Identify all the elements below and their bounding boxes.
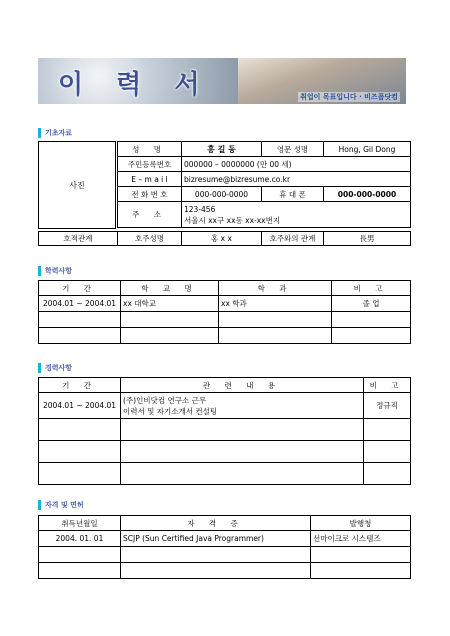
section-basic-label: 기초자료 [45, 129, 73, 137]
edu-note [332, 328, 411, 344]
banner-subtitle: 취업이 목표입니다 · 비즈폼닷컴 [300, 93, 398, 101]
address-line2: 서울시 xx구 xx동 xx-xx번지 [184, 215, 281, 225]
career-table [38, 377, 411, 485]
career-content-line1: (주)인비닷컴 연구소 근무 [123, 395, 207, 405]
basic-info-table [117, 141, 411, 228]
career-header-note: 비 고 [364, 378, 411, 393]
section-basic-heading [38, 128, 72, 138]
address-label: 주 소 [118, 202, 182, 228]
edu-major [219, 328, 332, 344]
career-period [39, 441, 121, 463]
table-row [39, 419, 411, 441]
table-row [39, 393, 411, 419]
section-bar-icon [38, 266, 41, 276]
page-title: 이 력 서 [58, 70, 212, 100]
name-label: 성 명 [118, 142, 182, 157]
name-value: 홍 길 동 [182, 142, 262, 157]
address-value [182, 202, 411, 228]
edu-period [39, 328, 121, 344]
edu-major [219, 312, 332, 328]
section-bar-icon [38, 128, 41, 138]
license-header-date: 취득년월일 [39, 516, 121, 531]
section-career-heading [38, 363, 72, 373]
relation-label: 호주와의 관계 [262, 232, 324, 246]
family-label: 호적관계 [39, 232, 118, 246]
license-name [121, 563, 311, 579]
edu-header-major: 학 과 [219, 281, 332, 296]
section-career-label: 경력사항 [45, 364, 73, 372]
edu-header-school: 학 교 명 [121, 281, 219, 296]
license-issuer [311, 547, 411, 563]
career-content [121, 463, 364, 485]
license-issuer: 선마이크로 시스템즈 [311, 531, 411, 547]
family-table [38, 231, 411, 246]
eng-name-value: Hong, Gil Dong [324, 142, 411, 157]
address-line1: 123-456 [184, 204, 216, 214]
table-row [39, 296, 411, 312]
relation-value: 長男 [324, 232, 411, 246]
section-education-label: 학력사항 [45, 267, 73, 275]
career-content [121, 441, 364, 463]
table-row [39, 328, 411, 344]
section-license-heading [38, 500, 84, 510]
career-period [39, 419, 121, 441]
edu-school [121, 312, 219, 328]
phone-label: 전 화 번 호 [118, 187, 182, 202]
family-head-value: 홍 x x [182, 232, 262, 246]
rrn-label: 주민등록번호 [118, 157, 182, 172]
table-row [39, 463, 411, 485]
career-header-period: 기 간 [39, 378, 121, 393]
section-bar-icon [38, 363, 41, 373]
section-bar-icon [38, 500, 41, 510]
license-date [39, 547, 121, 563]
mobile-value: 000-000-0000 [324, 187, 411, 202]
email-value: bizresume@bizresume.co.kr [182, 172, 411, 187]
license-table [38, 515, 411, 579]
edu-period [39, 312, 121, 328]
edu-school: xx 대학교 [121, 296, 219, 312]
table-row [39, 312, 411, 328]
table-row [39, 563, 411, 579]
license-name: SCJP (Sun Certified Java Programmer) [121, 531, 311, 547]
career-note [364, 441, 411, 463]
education-table [38, 280, 411, 344]
license-header-issuer: 발행청 [311, 516, 411, 531]
career-content [121, 419, 364, 441]
career-note [364, 419, 411, 441]
table-row [39, 441, 411, 463]
edu-major: xx 학과 [219, 296, 332, 312]
family-head-label: 호주성명 [118, 232, 182, 246]
career-note [364, 463, 411, 485]
career-period: 2004.01 ~ 2004.01 [39, 393, 121, 419]
license-issuer [311, 563, 411, 579]
license-header-name: 자 격 증 [121, 516, 311, 531]
career-content-line2: 이력서 및 자기소개서 컨설팅 [123, 406, 218, 416]
edu-period: 2004.01 ~ 2004.01 [39, 296, 121, 312]
email-label: E – m a i l [118, 172, 182, 187]
edu-note [332, 312, 411, 328]
edu-header-period: 기 간 [39, 281, 121, 296]
license-name [121, 547, 311, 563]
career-period [39, 463, 121, 485]
edu-school [121, 328, 219, 344]
section-education-heading [38, 266, 72, 276]
rrn-value: 000000 – 0000000 (만 00 세) [182, 157, 411, 172]
section-license-label: 자격 및 면허 [45, 501, 84, 509]
license-date [39, 563, 121, 579]
career-header-content: 관 련 내 용 [121, 378, 364, 393]
edu-note: 졸 업 [332, 296, 411, 312]
photo-placeholder [38, 141, 116, 229]
header-banner [38, 58, 406, 104]
eng-name-label: 영문 성명 [262, 142, 324, 157]
mobile-label: 휴 대 폰 [262, 187, 324, 202]
license-date: 2004. 01. 01 [39, 531, 121, 547]
table-row [39, 531, 411, 547]
career-note: 정규직 [364, 393, 411, 419]
table-row [39, 547, 411, 563]
photo-label: 사진 [69, 180, 85, 190]
edu-header-note: 비 고 [332, 281, 411, 296]
career-content [121, 393, 364, 419]
phone-value: 000-000-0000 [182, 187, 262, 202]
